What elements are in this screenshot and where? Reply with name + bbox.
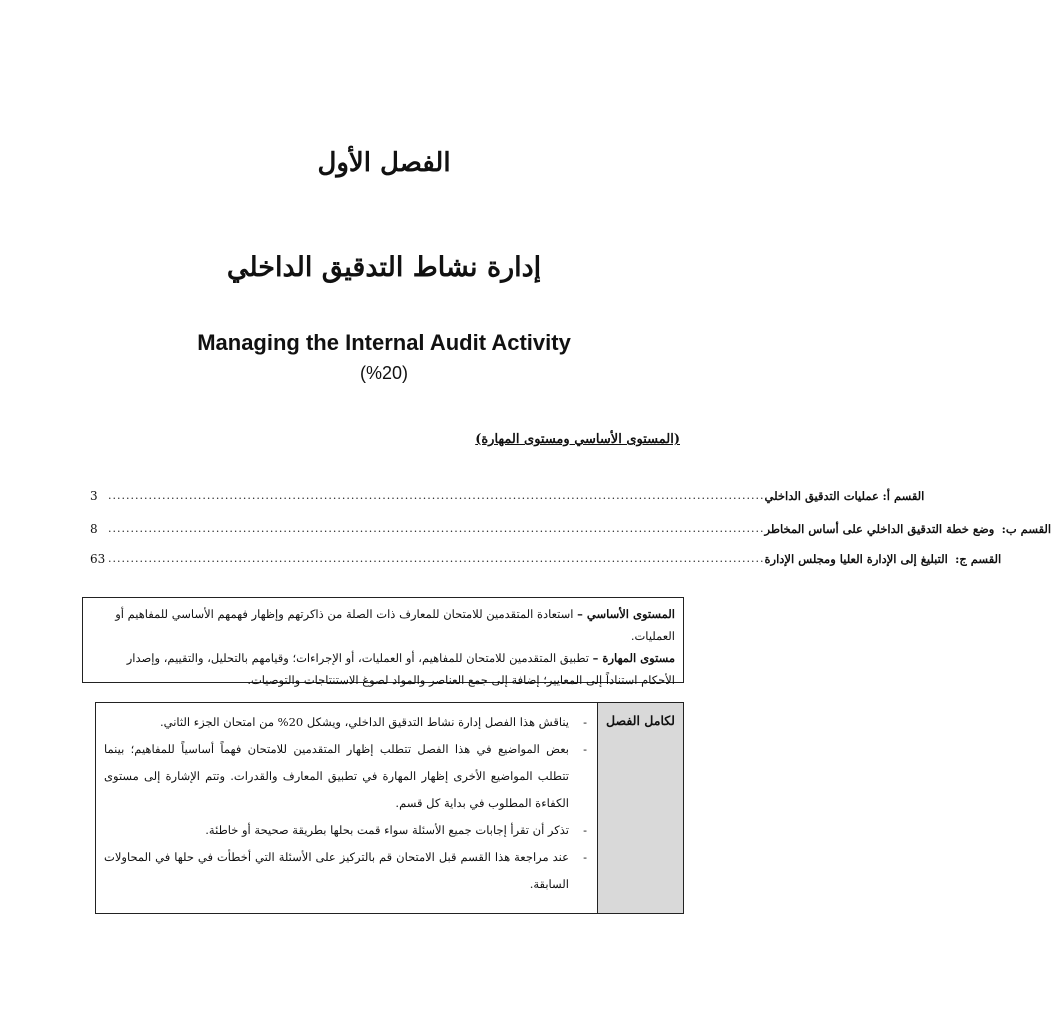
list-item (104, 844, 587, 898)
toc-row-b[interactable] (90, 516, 1051, 536)
list-item-text: يناقش هذا الفصل إدارة نشاط التدقيق الداخلي، ويشكل 20% من امتحان الجزء الثاني. (159, 715, 569, 729)
toc-entry-label (765, 522, 1051, 536)
list-item (104, 817, 587, 844)
basic-level-label: المستوى الأساسي – (577, 607, 675, 621)
list-item-text: بعض المواضيع في هذا الفصل تتطلب إظهار المتقدمين للامتحان فهماً أساسياً للمفاهيم؛ بينما تتطلب المواضيع الأخرى إظهار المهارة في تطبيق المعارف والقدرات. وتتم الإشارة إلى مستوى الكفاءة المطلوب في بداية كل قسم. (104, 742, 569, 810)
list-item-text: تذكر أن تقرأ إجابات جميع الأسئلة سواء قمت بحلها بطريقة صحيحة أو خاطئة. (205, 823, 569, 837)
toc-entry-label (765, 489, 925, 503)
toc-title: التبليغ إلى الإدارة العليا ومجلس الإدارة (764, 552, 948, 566)
toc-prefix: القسم ب: (1001, 522, 1051, 536)
toc-entry-label (765, 552, 1002, 566)
toc-leader-dots: .................................................................................................................................................. (108, 489, 765, 502)
skill-level-text: تطبيق المتقدمين للامتحان للمفاهيم، أو العمليات، أو الإجراءات؛ وقيامهم بالتحليل، والتقييم، وإصدار الأحكام استناداً إلى المعايير؛ إضافة إلى جمع العناصر والمواد لصوغ الاستنتاجات والتوصيات. (126, 651, 675, 687)
toc-prefix: القسم أ: (882, 489, 925, 503)
toc-row-c[interactable] (90, 546, 1002, 566)
levels-definition-box (82, 597, 684, 687)
list-item (104, 736, 587, 817)
bullet-mark: - (583, 850, 587, 864)
exam-weight: (%20) (359, 363, 408, 383)
bullet-mark: - (583, 715, 587, 729)
chapter-notes-box (95, 702, 684, 914)
list-item (104, 709, 587, 736)
toc-page-number: 63 (90, 552, 106, 566)
section-title-english: Managing the Internal Audit Activity (197, 330, 571, 355)
skill-level-definition (91, 647, 675, 691)
bullet-mark: - (583, 742, 587, 756)
chapter-notes-heading: لكامل الفصل (597, 703, 683, 913)
section-title-arabic: إدارة نشاط التدقيق الداخلي (226, 252, 542, 283)
toc-title: عمليات التدقيق الداخلي (764, 489, 879, 503)
basic-level-text: استعادة المتقدمين للامتحان للمعارف ذات الصلة من ذاكرتهم وإظهار فهمهم الأساسي للمفاهيم أو العمليات. (115, 607, 675, 643)
skill-level-label: مستوى المهارة – (592, 651, 675, 665)
chapter-notes-list (96, 703, 597, 913)
toc-prefix: القسم ج: (955, 552, 1002, 566)
toc-leader-dots: .................................................................................................................................................. (108, 552, 765, 565)
basic-level-definition (91, 603, 675, 647)
toc-page-number: 3 (90, 489, 98, 503)
bullet-mark: - (583, 823, 587, 837)
level-heading: (المستوى الأساسي ومستوى المهارة) (475, 432, 680, 447)
toc-title: وضع خطة التدقيق الداخلي على أساس المخاطر (764, 522, 995, 536)
list-item-text: عند مراجعة هذا القسم قبل الامتحان قم بالتركيز على الأسئلة التي أخطأت في حلها في المحاولات السابقة. (104, 850, 569, 891)
chapter-title: الفصل الأول (317, 148, 451, 178)
toc-row-a[interactable] (90, 483, 925, 503)
toc-leader-dots: .................................................................................................................................................. (108, 522, 765, 535)
toc-page-number: 8 (90, 522, 98, 536)
